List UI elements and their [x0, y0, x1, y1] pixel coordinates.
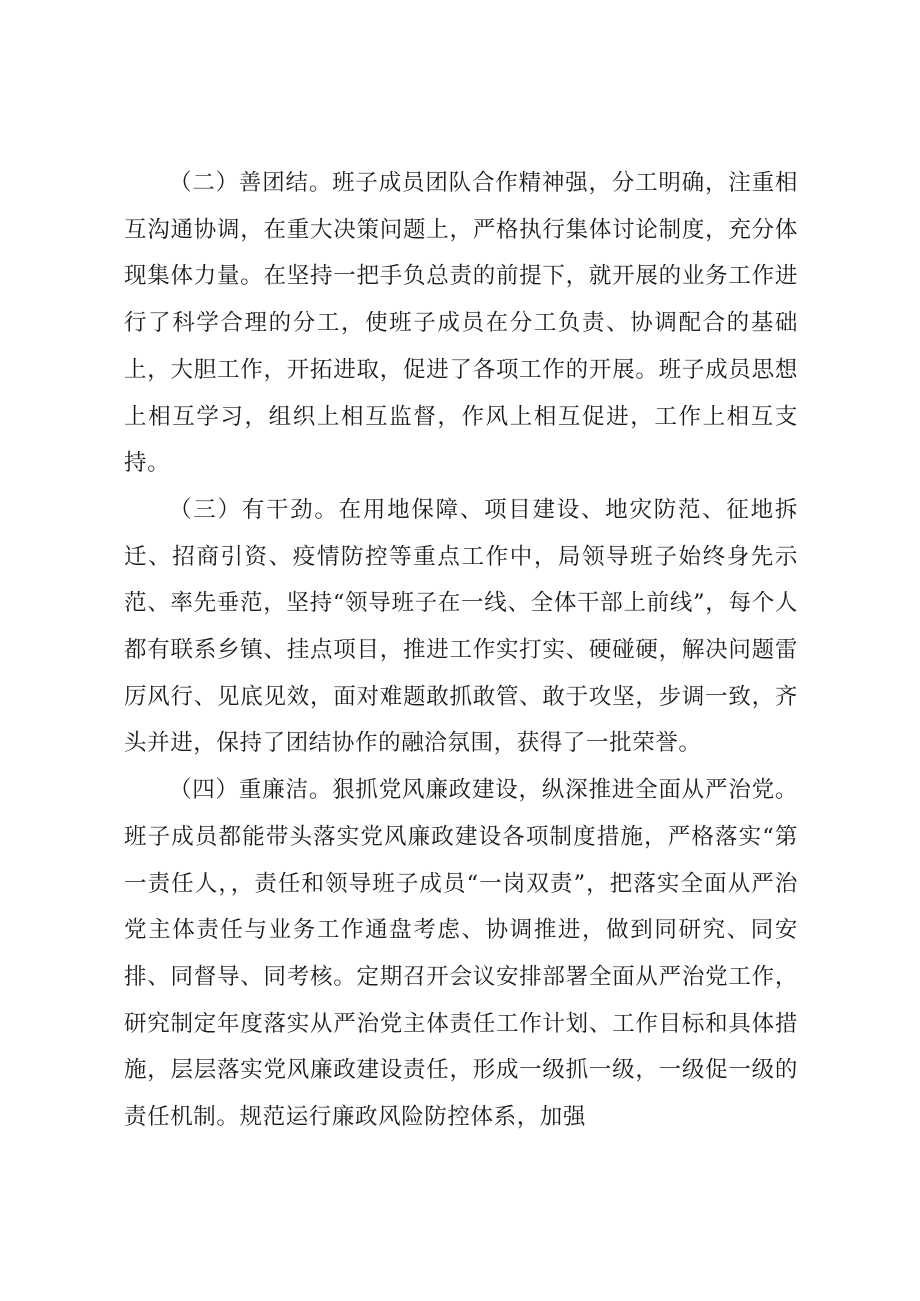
- paragraph-drive: （三）有干劲。在用地保障、项目建设、地灾防范、征地拆迁、招商引资、疫情防控等重点工作中，局领导班子始终身先示范、率先垂范，坚持“领导班子在一线、全体干部上前线”，每个人都有联系乡镇、挂点项目，推进工作实打实、硬碰硬，解决问题雷厉风行、见底见效，面对难题敢抓敢管、敢于攻坚，步调一致，齐头并进，保持了团结协作的融洽氛围，获得了一批荣誉。: [124, 496, 798, 757]
- paragraph-integrity: （四）重廉洁。狠抓党风廉政建设，纵深推进全面从严治党。班子成员都能带头落实党风廉政建设各项制度措施，严格落实“第一责任人，，责任和领导班子成员“一岗双责”，把落实全面从严治党主体责任与业务工作通盘考虑、协调推进，做到同研究、同安排、同督导、同考核。定期召开会议安排部署全面从严治党工作，研究制定年度落实从严治党主体责任工作计划、工作目标和具体措施，层层落实党风廉政建设责任，形成一级抓一级，一级促一级的责任机制。规范运行廉政风险防控体系，加强: [124, 777, 798, 1131]
- paragraph-unity: （二）善团结。班子成员团队合作精神强，分工明确，注重相互沟通协调，在重大决策问题上，严格执行集体讨论制度，充分体现集体力量。在坚持一把手负总责的前提下，就开展的业务工作进行了科学合理的分工，使班子成员在分工负责、协调配合的基础上，大胆工作，开拓进取，促进了各项工作的开展。班子成员思想上相互学习，组织上相互监督，作风上相互促进，工作上相互支持。: [124, 170, 798, 477]
- document-body: [124, 160, 798, 1141]
